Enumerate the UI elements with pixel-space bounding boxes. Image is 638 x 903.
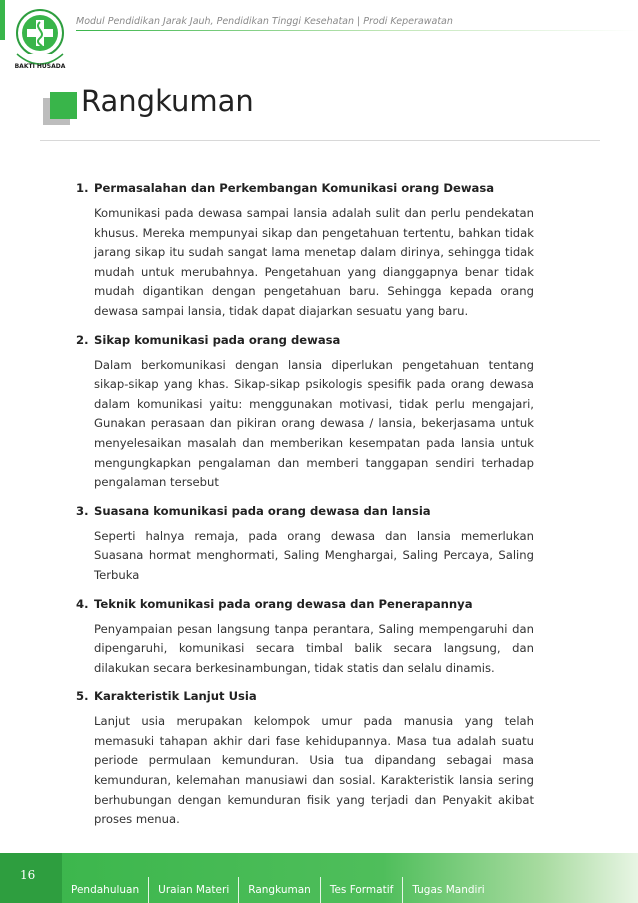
summary-item-heading: Karakteristik Lanjut Usia: [94, 689, 257, 704]
nav-uraian-materi[interactable]: Uraian Materi: [148, 877, 238, 903]
summary-item-number: 4.: [76, 596, 89, 611]
header-running-title: Modul Pendidikan Jarak Jauh, Pendidikan Tinggi Kesehatan | Prodi Keperawatan: [76, 16, 453, 27]
summary-item-title: [76, 688, 534, 704]
summary-item: [76, 332, 534, 493]
summary-item-heading: Permasalahan dan Perkembangan Komunikasi orang Dewasa: [94, 181, 495, 195]
summary-item-body: Komunikasi pada dewasa sampai lansia adalah sulit dan perlu pendekatan khusus. Mereka mempunyai sikap dan pengetahuan tertentu, bahkan tidak jarang sikap itu sudah sangat lama menetap dalam dirinya, sehingga tidak mudah untuk merubahnya. Pengetahuan yang dianggapnya benar tidak mudah digantikan dengan pengetahuan baru. Sehingga kepada orang dewasa sampai lansia, tidak dapat diajarkan sesuatu yang baru.: [94, 206, 534, 318]
nav-tugas-mandiri[interactable]: Tugas Mandiri: [402, 877, 493, 903]
summary-item-heading: Suasana komunikasi pada orang dewasa dan lansia: [94, 503, 431, 518]
header-divider: [76, 30, 638, 31]
summary-item-number: 2.: [76, 332, 89, 347]
summary-item-title: [76, 180, 534, 196]
summary-item-title: [76, 503, 534, 519]
summary-item-heading: Sikap komunikasi pada orang dewasa: [94, 332, 341, 347]
title-divider: [40, 140, 600, 141]
summary-item-number: 3.: [76, 503, 89, 518]
heading-green-square: [50, 92, 77, 119]
summary-item: [76, 688, 534, 830]
summary-item-heading: Teknik komunikasi pada orang dewasa dan Penerapannya: [94, 596, 473, 611]
footer-nav: [62, 877, 494, 903]
summary-item-number: 1.: [76, 181, 89, 195]
summary-item-body: Penyampaian pesan langsung tanpa perantara, Saling mempengaruhi dan dipengaruhi, komunikasi secara timbal balik secara langsung, dan dilakukan secara berkesinambungan, tidak statis dan selalu dinamis.: [94, 621, 534, 675]
nav-tes-formatif[interactable]: Tes Formatif: [320, 877, 403, 903]
summary-item: [76, 596, 534, 679]
summary-item-body: Lanjut usia merupakan kelompok umur pada manusia yang telah memasuki tahapan akhir dari fase kehidupannya. Masa tua adalah suatu periode permulaan kemunduran. Usia tua dipandang sebagai masa kemunduran, kelemahan manusiawi dan sosial. Karakteristik lansia sering berhubungan dengan kemunduran fisik yang terjadi dan Penyakit akibat proses menua.: [94, 714, 534, 827]
summary-item-number: 5.: [76, 689, 89, 704]
summary-item-title: [76, 596, 534, 612]
summary-item: [76, 503, 534, 586]
top-left-accent: [0, 0, 5, 40]
page-number: 16: [20, 868, 36, 882]
summary-item-body: Dalam berkomunikasi dengan lansia diperlukan pengetahuan tentang sikap-sikap yang khas. Sikap-sikap psikologis spesifik pada orang dewasa dalam komunikasi yaitu: menggunakan motivasi, tidak perlu mengajari, Gunakan perasaan dan pikiran orang dewasa / lansia, bekerjasama untuk menyelesaikan masalah dan memberikan kesempatan pada lansia untuk mengungkapkan pengalaman dan memberi tanggapan sendiri terhadap pengalaman tersebut: [94, 357, 534, 490]
nav-pendahuluan[interactable]: Pendahuluan: [71, 884, 140, 896]
ministry-of-health-logo-icon: [13, 8, 67, 76]
nav-rangkuman[interactable]: Rangkuman: [238, 877, 320, 903]
summary-item-body: Seperti halnya remaja, pada orang dewasa dan lansia memerlukan Suasana hormat menghormati, Saling Menghargai, Saling Percaya, Saling Terbuka: [94, 528, 534, 582]
summary-item-title: [76, 332, 534, 348]
summary-list: [76, 180, 534, 840]
page-title: Rangkuman: [81, 84, 254, 118]
logo-caption: BAKTI HUSADA: [14, 63, 66, 70]
summary-item: [76, 180, 534, 322]
